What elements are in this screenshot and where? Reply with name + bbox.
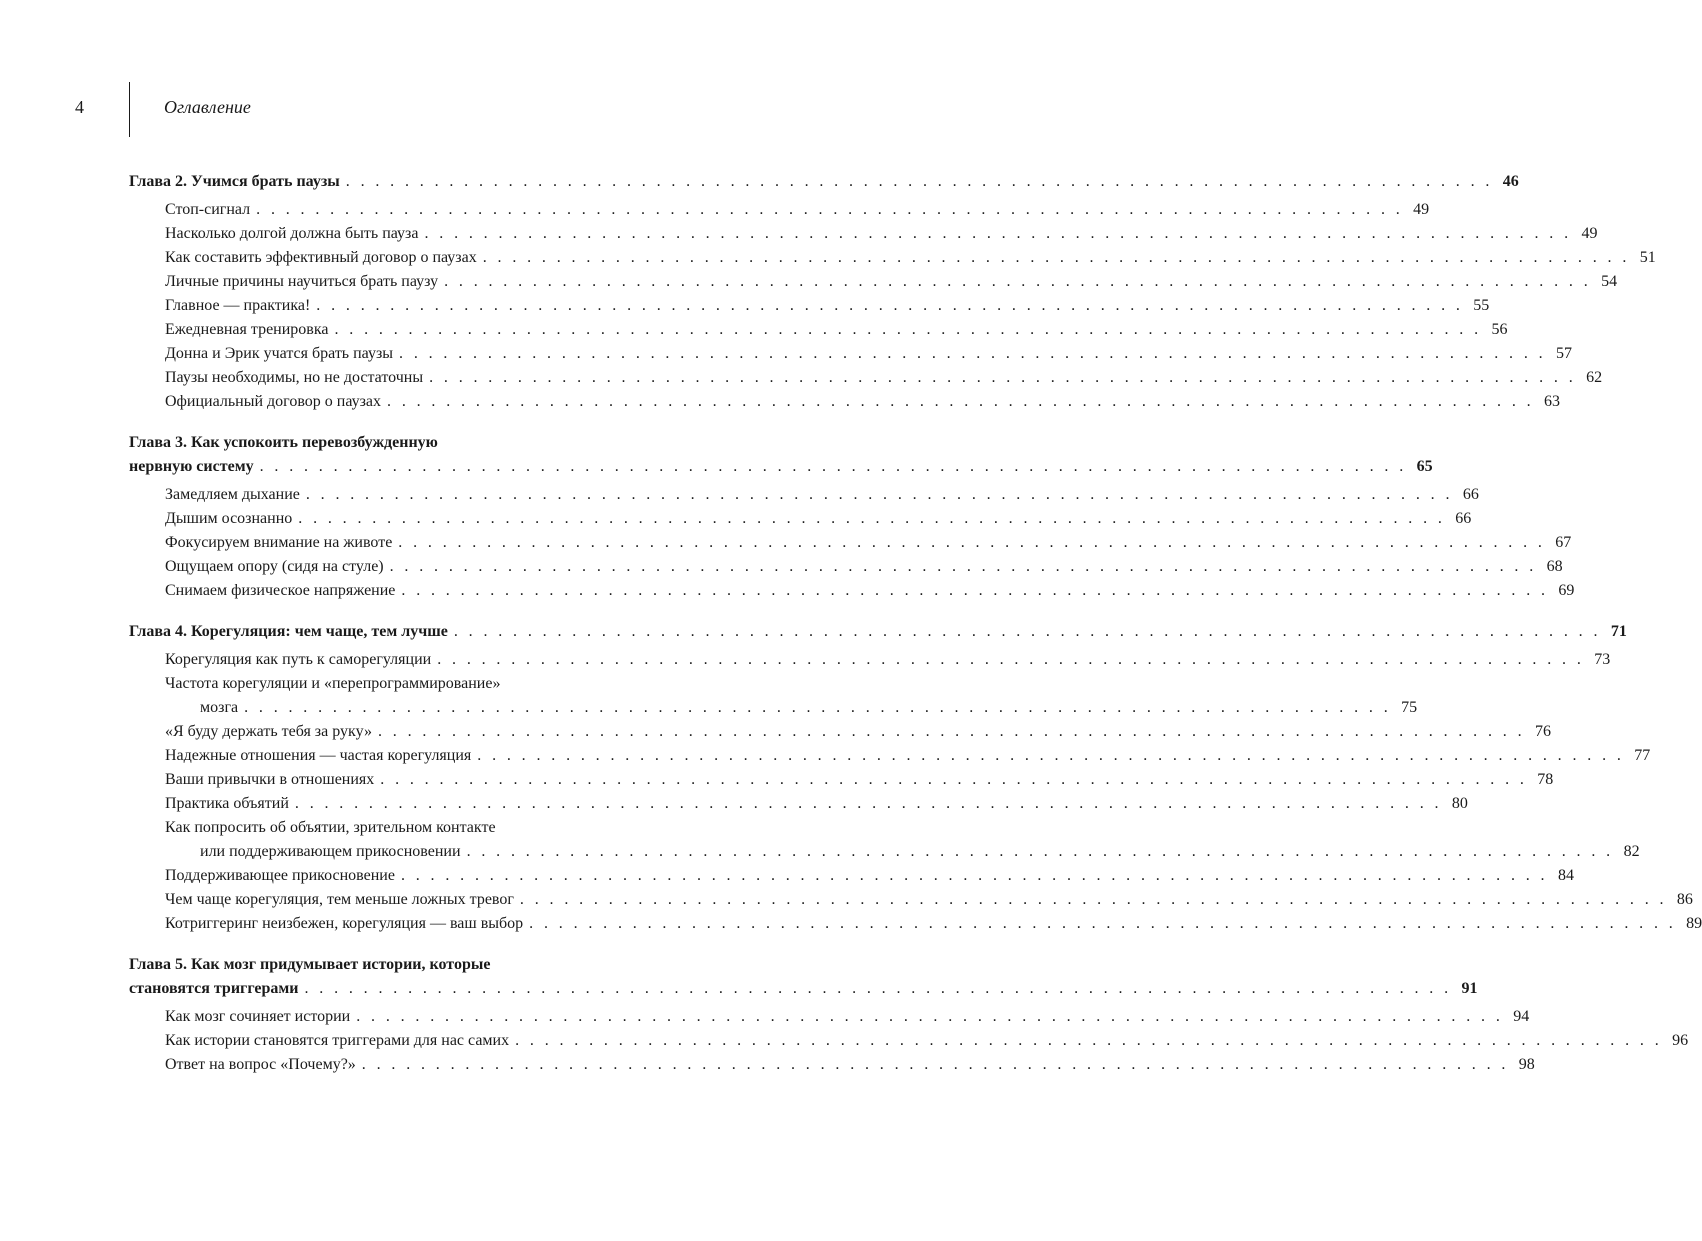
dot-leader: . . . . . . . . . . . . . . . . . . . . . . . . . . . . . . . . . . . . . . . . . . . . . . . . . . . . . . . . . . . . . . . . . . . . . . . . . . . . . . xyxy=(345,173,1493,190)
section-title: Фокусируем внимание на животе xyxy=(165,534,393,551)
dot-leader: . . . . . . . . . . . . . . . . . . . . . . . . . . . . . . . . . . . . . . . . . . . . . . . . . . . . . . . . . . . . . . . . . . . . . . . . . . . . . . xyxy=(437,651,1585,668)
section-entry[interactable] xyxy=(129,888,1693,912)
page-ref: 80 xyxy=(1451,795,1468,812)
chapter-title: нервную систему xyxy=(129,458,254,475)
section-title: Паузы необходимы, но не достаточны xyxy=(165,369,424,386)
section-title-line: Частота корегуляции и «перепрограммирование» xyxy=(165,675,501,692)
section-title: Котриггеринг неизбежен, корегуляция — ваш выбор xyxy=(165,915,524,932)
section-entry[interactable] xyxy=(129,198,1430,222)
dot-leader: . . . . . . . . . . . . . . . . . . . . . . . . . . . . . . . . . . . . . . . . . . . . . . . . . . . . . . . . . . . . . . . . . . . . . . . . . . . . . . xyxy=(482,249,1630,266)
dot-leader: . . . . . . . . . . . . . . . . . . . . . . . . . . . . . . . . . . . . . . . . . . . . . . . . . . . . . . . . . . . . . . . . . . . . . . . . . . . . . . xyxy=(387,393,1535,410)
page-ref: 82 xyxy=(1623,843,1640,860)
dot-leader: . . . . . . . . . . . . . . . . . . . . . . . . . . . . . . . . . . . . . . . . . . . . . . . . . . . . . . . . . . . . . . . . . . . . . . . . . . . . . . xyxy=(400,867,1548,884)
page-ref: 68 xyxy=(1546,558,1563,575)
section-entry[interactable] xyxy=(129,1053,1535,1077)
chapter-entry[interactable] xyxy=(129,455,1433,479)
dot-leader: . . . . . . . . . . . . . . . . . . . . . . . . . . . . . . . . . . . . . . . . . . . . . . . . . . . . . . . . . . . . . . . . . . . . . . . . . . . . . . xyxy=(305,486,1453,503)
chapter-block xyxy=(129,620,1702,936)
dot-leader: . . . . . . . . . . . . . . . . . . . . . . . . . . . . . . . . . . . . . . . . . . . . . . . . . . . . . . . . . . . . . . . . . . . . . . . . . . . . . . xyxy=(389,558,1537,575)
chapter-block xyxy=(129,953,1689,1077)
dot-leader: . . . . . . . . . . . . . . . . . . . . . . . . . . . . . . . . . . . . . . . . . . . . . . . . . . . . . . . . . . . . . . . . . . . . . . . . . . . . . . xyxy=(519,891,1667,908)
dot-leader: . . . . . . . . . . . . . . . . . . . . . . . . . . . . . . . . . . . . . . . . . . . . . . . . . . . . . . . . . . . . . . . . . . . . . . . . . . . . . . xyxy=(515,1032,1663,1049)
page-ref: 65 xyxy=(1416,458,1433,475)
section-entry[interactable] xyxy=(129,246,1656,270)
page-ref: 51 xyxy=(1639,249,1656,266)
section-title: Поддерживающее прикосновение xyxy=(165,867,395,884)
dot-leader: . . . . . . . . . . . . . . . . . . . . . . . . . . . . . . . . . . . . . . . . . . . . . . . . . . . . . . . . . . . . . . . . . . . . . . . . . . . . . . xyxy=(316,297,1464,314)
section-entry[interactable] xyxy=(129,342,1573,366)
section-entry[interactable] xyxy=(129,720,1551,744)
section-title-line: Как попросить об объятии, зрительном контакте xyxy=(165,819,496,836)
chapter-heading xyxy=(129,431,1433,479)
dot-leader: . . . . . . . . . . . . . . . . . . . . . . . . . . . . . . . . . . . . . . . . . . . . . . . . . . . . . . . . . . . . . . . . . . . . . . . . . . . . . . xyxy=(380,771,1528,788)
page-ref: 84 xyxy=(1557,867,1574,884)
section-title: Личные причины научиться брать паузу xyxy=(165,273,439,290)
chapter-title-line: Глава 5. Как мозг придумывает истории, которые xyxy=(129,956,491,973)
dot-leader: . . . . . . . . . . . . . . . . . . . . . . . . . . . . . . . . . . . . . . . . . . . . . . . . . . . . . . . . . . . . . . . . . . . . . . . . . . . . . . xyxy=(334,321,1482,338)
page-ref: 66 xyxy=(1455,510,1472,527)
chapter-title: Глава 2. Учимся брать паузы xyxy=(129,173,340,190)
chapter-entry[interactable] xyxy=(129,620,1627,644)
section-entry[interactable] xyxy=(129,1029,1689,1053)
page-ref: 71 xyxy=(1610,623,1627,640)
page-ref: 78 xyxy=(1537,771,1554,788)
page-ref: 69 xyxy=(1558,582,1575,599)
page-ref: 49 xyxy=(1413,201,1430,218)
chapter-heading xyxy=(129,620,1627,644)
chapter-block xyxy=(129,170,1656,414)
section-title: Ваши привычки в отношениях xyxy=(165,771,375,788)
page-number: 4 xyxy=(75,97,84,117)
chapter-title: становятся триггерами xyxy=(129,980,299,997)
section-entry[interactable] xyxy=(129,648,1611,672)
dot-leader: . . . . . . . . . . . . . . . . . . . . . . . . . . . . . . . . . . . . . . . . . . . . . . . . . . . . . . . . . . . . . . . . . . . . . . . . . . . . . . xyxy=(477,747,1625,764)
section-title: Чем чаще корегуляция, тем меньше ложных тревог xyxy=(165,891,514,908)
chapter-block xyxy=(129,431,1575,603)
dot-leader: . . . . . . . . . . . . . . . . . . . . . . . . . . . . . . . . . . . . . . . . . . . . . . . . . . . . . . . . . . . . . . . . . . . . . . . . . . . . . . xyxy=(399,345,1547,362)
section-entry[interactable] xyxy=(129,531,1572,555)
section-entry[interactable] xyxy=(129,864,1574,888)
section-title: Ответ на вопрос «Почему?» xyxy=(165,1056,356,1073)
section-entry[interactable] xyxy=(129,294,1490,318)
section-entry[interactable] xyxy=(129,696,1418,720)
section-title: мозга xyxy=(200,699,239,716)
page-ref: 57 xyxy=(1556,345,1573,362)
page-ref: 98 xyxy=(1518,1056,1535,1073)
section-title: Официальный договор о паузах xyxy=(165,393,382,410)
section-title: Как составить эффективный договор о паузах xyxy=(165,249,477,266)
section-title: Снимаем физическое напряжение xyxy=(165,582,396,599)
chapter-heading xyxy=(129,953,1478,1001)
page-ref: 67 xyxy=(1555,534,1572,551)
page-ref: 62 xyxy=(1586,369,1603,386)
page-ref: 77 xyxy=(1634,747,1651,764)
section-entry[interactable] xyxy=(129,270,1618,294)
section-entry[interactable] xyxy=(129,792,1468,816)
section-title: Надежные отношения — частая корегуляция xyxy=(165,747,472,764)
dot-leader: . . . . . . . . . . . . . . . . . . . . . . . . . . . . . . . . . . . . . . . . . . . . . . . . . . . . . . . . . . . . . . . . . . . . . . . . . . . . . . xyxy=(377,723,1525,740)
running-head: Оглавление xyxy=(164,97,251,117)
section-title: Насколько долгой должна быть пауза xyxy=(165,225,419,242)
dot-leader: . . . . . . . . . . . . . . . . . . . . . . . . . . . . . . . . . . . . . . . . . . . . . . . . . . . . . . . . . . . . . . . . . . . . . . . . . . . . . . xyxy=(244,699,1392,716)
dot-leader: . . . . . . . . . . . . . . . . . . . . . . . . . . . . . . . . . . . . . . . . . . . . . . . . . . . . . . . . . . . . . . . . . . . . . . . . . . . . . . xyxy=(304,980,1452,997)
page-ref: 76 xyxy=(1534,723,1551,740)
section-title: Корегуляция как путь к саморегуляции xyxy=(165,651,432,668)
section-entry[interactable] xyxy=(129,390,1561,414)
page-ref: 55 xyxy=(1473,297,1490,314)
section-entry[interactable] xyxy=(129,744,1651,768)
dot-leader: . . . . . . . . . . . . . . . . . . . . . . . . . . . . . . . . . . . . . . . . . . . . . . . . . . . . . . . . . . . . . . . . . . . . . . . . . . . . . . xyxy=(259,458,1407,475)
section-entry[interactable] xyxy=(129,318,1508,342)
page-ref: 54 xyxy=(1601,273,1618,290)
section-entry[interactable] xyxy=(129,912,1702,936)
header-divider xyxy=(129,82,130,137)
section-entry[interactable] xyxy=(129,366,1603,390)
section-entry[interactable] xyxy=(129,222,1598,246)
dot-leader: . . . . . . . . . . . . . . . . . . . . . . . . . . . . . . . . . . . . . . . . . . . . . . . . . . . . . . . . . . . . . . . . . . . . . . . . . . . . . . xyxy=(429,369,1577,386)
section-entry[interactable] xyxy=(129,555,1563,579)
section-entry[interactable] xyxy=(129,579,1575,603)
page-ref: 89 xyxy=(1686,915,1702,932)
dot-leader: . . . . . . . . . . . . . . . . . . . . . . . . . . . . . . . . . . . . . . . . . . . . . . . . . . . . . . . . . . . . . . . . . . . . . . . . . . . . . . xyxy=(298,510,1446,527)
section-title: Как мозг сочиняет истории xyxy=(165,1008,351,1025)
section-entry[interactable] xyxy=(129,1005,1530,1029)
section-title: Как истории становятся триггерами для нас самих xyxy=(165,1032,510,1049)
chapter-entry[interactable] xyxy=(129,170,1519,194)
chapter-entry[interactable] xyxy=(129,977,1478,1001)
page-ref: 46 xyxy=(1502,173,1519,190)
dot-leader: . . . . . . . . . . . . . . . . . . . . . . . . . . . . . . . . . . . . . . . . . . . . . . . . . . . . . . . . . . . . . . . . . . . . . . . . . . . . . . xyxy=(361,1056,1509,1073)
section-title: Ощущаем опору (сидя на стуле) xyxy=(165,558,384,575)
section-title: «Я буду держать тебя за руку» xyxy=(165,723,372,740)
section-entry[interactable] xyxy=(129,768,1554,792)
page-ref: 63 xyxy=(1544,393,1561,410)
section-title: Стоп-сигнал xyxy=(165,201,251,218)
chapter-title-line: Глава 3. Как успокоить перевозбужденную xyxy=(129,434,438,451)
page-ref: 49 xyxy=(1581,225,1598,242)
page-ref: 94 xyxy=(1513,1008,1530,1025)
section-title: Практика объятий xyxy=(165,795,289,812)
dot-leader: . . . . . . . . . . . . . . . . . . . . . . . . . . . . . . . . . . . . . . . . . . . . . . . . . . . . . . . . . . . . . . . . . . . . . . . . . . . . . . xyxy=(466,843,1614,860)
page-ref: 75 xyxy=(1401,699,1418,716)
section-entry[interactable] xyxy=(129,483,1479,507)
dot-leader: . . . . . . . . . . . . . . . . . . . . . . . . . . . . . . . . . . . . . . . . . . . . . . . . . . . . . . . . . . . . . . . . . . . . . . . . . . . . . . xyxy=(529,915,1677,932)
page-ref: 96 xyxy=(1672,1032,1689,1049)
dot-leader: . . . . . . . . . . . . . . . . . . . . . . . . . . . . . . . . . . . . . . . . . . . . . . . . . . . . . . . . . . . . . . . . . . . . . . . . . . . . . . xyxy=(256,201,1404,218)
dot-leader: . . . . . . . . . . . . . . . . . . . . . . . . . . . . . . . . . . . . . . . . . . . . . . . . . . . . . . . . . . . . . . . . . . . . . . . . . . . . . . xyxy=(356,1008,1504,1025)
page-ref: 73 xyxy=(1594,651,1611,668)
section-title: Ежедневная тренировка xyxy=(165,321,329,338)
chapter-title: Глава 4. Корегуляция: чем чаще, тем лучше xyxy=(129,623,448,640)
section-title: Донна и Эрик учатся брать паузы xyxy=(165,345,394,362)
dot-leader: . . . . . . . . . . . . . . . . . . . . . . . . . . . . . . . . . . . . . . . . . . . . . . . . . . . . . . . . . . . . . . . . . . . . . . . . . . . . . . xyxy=(444,273,1592,290)
table-of-contents xyxy=(129,170,1702,1094)
dot-leader: . . . . . . . . . . . . . . . . . . . . . . . . . . . . . . . . . . . . . . . . . . . . . . . . . . . . . . . . . . . . . . . . . . . . . . . . . . . . . . xyxy=(453,623,1601,640)
section-title: Дышим осознанно xyxy=(165,510,293,527)
dot-leader: . . . . . . . . . . . . . . . . . . . . . . . . . . . . . . . . . . . . . . . . . . . . . . . . . . . . . . . . . . . . . . . . . . . . . . . . . . . . . . xyxy=(294,795,1442,812)
section-entry[interactable] xyxy=(129,840,1640,864)
dot-leader: . . . . . . . . . . . . . . . . . . . . . . . . . . . . . . . . . . . . . . . . . . . . . . . . . . . . . . . . . . . . . . . . . . . . . . . . . . . . . . xyxy=(424,225,1572,242)
page-ref: 86 xyxy=(1676,891,1693,908)
section-entry[interactable] xyxy=(129,507,1472,531)
dot-leader: . . . . . . . . . . . . . . . . . . . . . . . . . . . . . . . . . . . . . . . . . . . . . . . . . . . . . . . . . . . . . . . . . . . . . . . . . . . . . . xyxy=(401,582,1549,599)
dot-leader: . . . . . . . . . . . . . . . . . . . . . . . . . . . . . . . . . . . . . . . . . . . . . . . . . . . . . . . . . . . . . . . . . . . . . . . . . . . . . . xyxy=(398,534,1546,551)
chapter-heading xyxy=(129,170,1519,194)
page-ref: 56 xyxy=(1491,321,1508,338)
section-title: или поддерживающем прикосновении xyxy=(200,843,461,860)
section-title: Главное — практика! xyxy=(165,297,311,314)
page-ref: 66 xyxy=(1462,486,1479,503)
page-ref: 91 xyxy=(1461,980,1478,997)
section-title: Замедляем дыхание xyxy=(165,486,300,503)
